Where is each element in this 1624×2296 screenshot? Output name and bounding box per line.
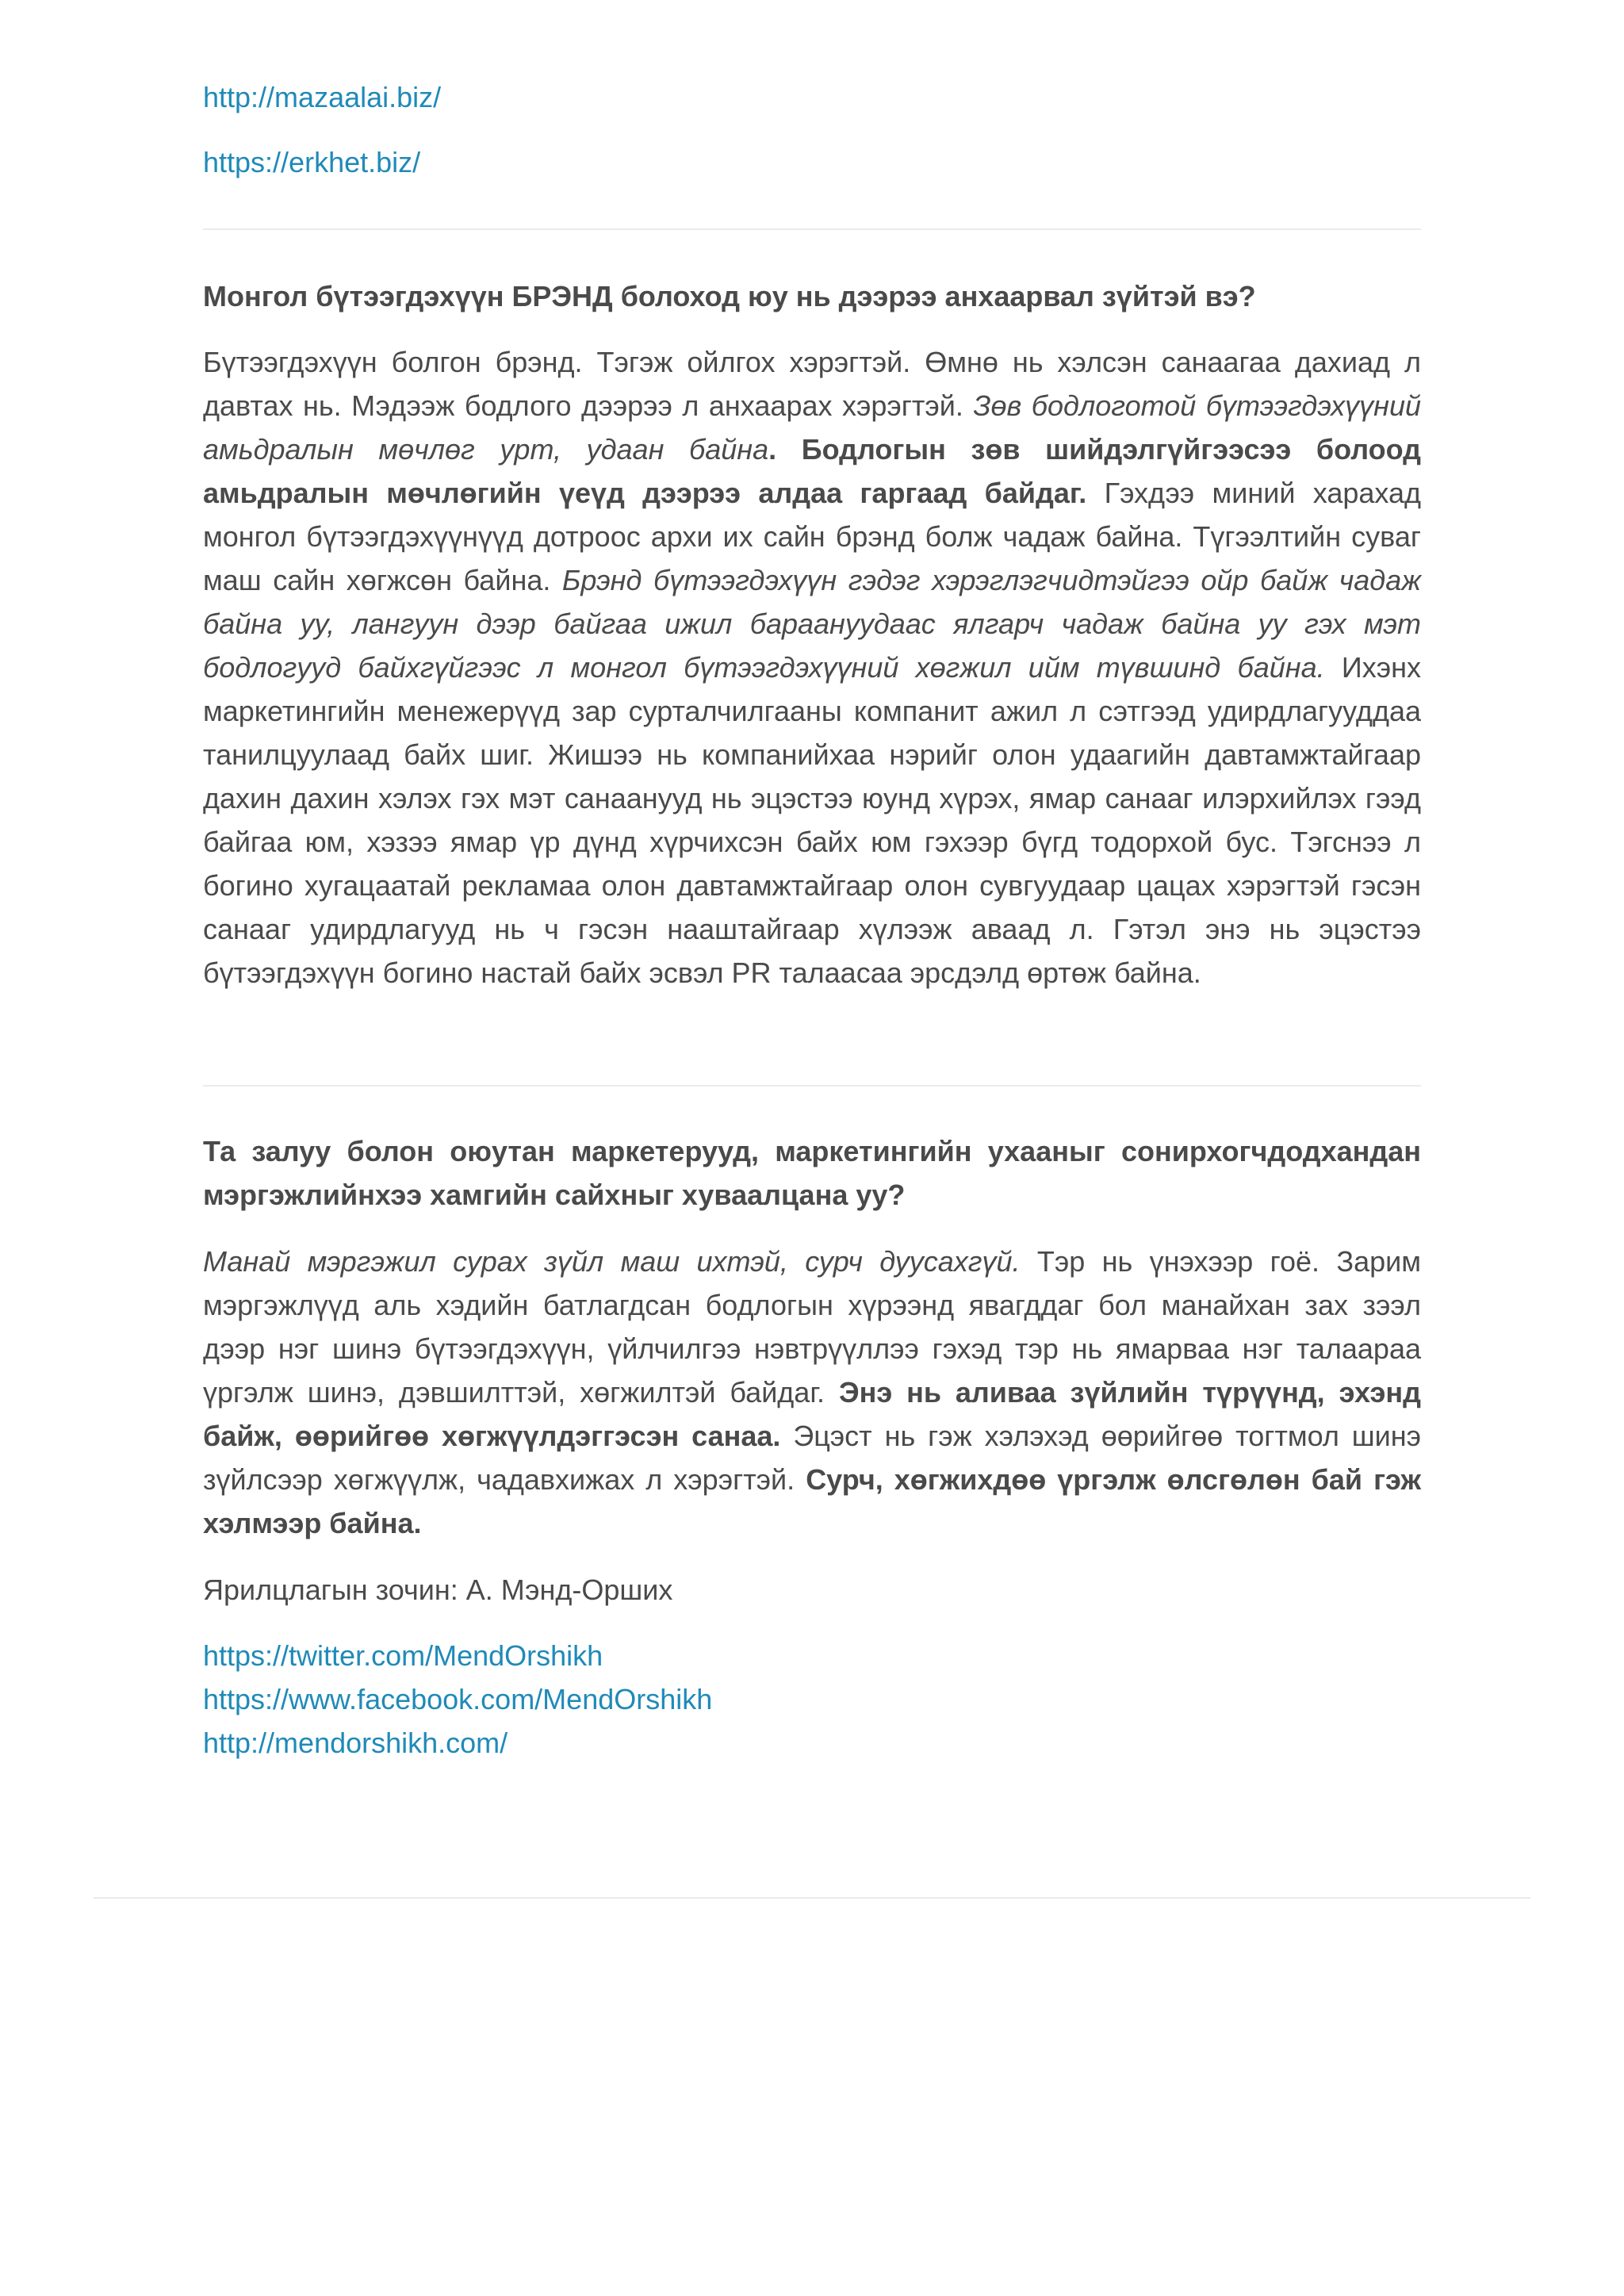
answer-bold-text: Сурч, хөгжихдөө үргэлж өлсгөлөн бай гэж хэлмээр байна.: [203, 1463, 1421, 1539]
answer-text: Гэхдээ миний харахад монгол бүтээгдэхүүнүүд дотроос архи их сайн брэнд болж чадаж байна. Түгээлтийн суваг маш сайн хөгжсөн байна.: [203, 477, 1422, 596]
answer-text: Ихэнх маркетингийн менежерүүд зар сурталчилгааны компанит ажил л сэтгээд удирдлагууддаа танилцуулаад байх шиг. Жишээ нь компанийхаа нэрийг олон удаагийн давтамжтайгаар дахин дахин хэлэх гэх мэт санаанууд нь эцэстээ юунд хүрэх, ямар санааг илэрхийлэх гээд байгаа юм, хэзээ ямар үр дүнд хүрчихсэн байх юм гэхээр бүгд тодорхой бус. Тэгснээ л богино хугацаатай рекламаа олон давтамжтайгаар олон сувгуудаар цацах хэрэгтэй гэсэн санааг удирдлагууд нь ч гэсэн нааштайгаар хүлээж аваад л. Гэтэл энэ нь эцэстээ бүтээгдэхүүн богино настай байх эсвэл PR талаасаа эрсдэлд өртөж байна.: [203, 651, 1421, 989]
answer-text: Бүтээгдэхүүн болгон брэнд. Тэгэж ойлгох хэрэгтэй. Өмнө нь хэлсэн санаагаа дахиад л давтах нь. Мэдээж бодлого дээрээ л анхаарах хэрэгтэй.: [203, 346, 1421, 422]
link-twitter[interactable]: https://twitter.com/MendOrshikh: [203, 1639, 603, 1672]
answer-italic-text: Брэнд бүтээгдэхүүн гэдэг хэрэглэгчидтэйгээ ойр байж чадаж байна уу, лангуун дээр байгаа ижил бараануудаас ялгарч чадаж байна уу гэх мэт бодлогууд байхгүйгээс л монгол бүтээгдэхүүний хөгжил ийм түвшинд байна.: [203, 564, 1421, 684]
answer-paragraph-advice: [203, 1240, 1421, 1545]
answer-bold-text: Энэ нь аливаа зүйлийн түрүүнд, эхэнд байж, өөрийгөө хөгжүүлдэггэсэн санаа.: [203, 1376, 1421, 1452]
answer-italic-text: Манай мэргэжил сурах зүйл маш ихтэй, сурч дуусахгүй.: [203, 1245, 1021, 1278]
question-heading-advice: Та залуу болон оюутан маркетерууд, маркетингийн ухааныг сонирхогчдодхандан мэргэжлийнхээ хамгийн сайхныг хуваалцана уу?: [203, 1135, 1421, 1211]
answer-italic-text: Зөв бодлоготой бүтээгдэхүүний амьдралын мөчлөг урт, удаан байна: [203, 389, 1422, 466]
footer-divider: [94, 1897, 1530, 1899]
section-divider: [203, 1085, 1421, 1087]
link-website[interactable]: http://mendorshikh.com/: [203, 1727, 508, 1759]
link-erkhet[interactable]: https://erkhet.biz/: [203, 146, 421, 178]
interview-guest-line: Ярилцлагын зочин: А. Мэнд-Орших: [203, 1573, 673, 1606]
section-divider: [203, 228, 1421, 230]
question-heading-brand: Монгол бүтээгдэхүүн БРЭНД болоход юу нь дээрээ анхаарвал зүйтэй вэ?: [203, 280, 1256, 312]
link-facebook[interactable]: https://www.facebook.com/MendOrshikh: [203, 1683, 713, 1715]
answer-text: Тэр нь үнэхээр гоё. Зарим мэргэжлүүд аль хэдийн батлагдсан бодлогын хүрээнд явагддаг бол манайхан зах зээл дээр нэг шинэ бүтээгдэхүүн, үйлчилгээ нэвтрүүллээ гэхэд тэр нь ямарваа нэг талаараа үргэлж шинэ, дэвшилттэй, хөгжилтэй байдаг.: [203, 1245, 1421, 1409]
link-mazaalai[interactable]: http://mazaalai.biz/: [203, 81, 442, 113]
answer-bold-text: . Бодлогын зөв шийдэлгүйгээсээ болоод амьдралын мөчлөгийн үеүд дээрээ алдаа гаргаад байдаг.: [203, 433, 1421, 509]
social-links: [203, 1634, 712, 1765]
answer-paragraph-brand: [203, 340, 1421, 995]
answer-text: Эцэст нь гэж хэлэхэд өөрийгөө тогтмол шинэ зүйлсээр хөгжүүлж, чадавхижах л хэрэгтэй.: [203, 1420, 1421, 1496]
